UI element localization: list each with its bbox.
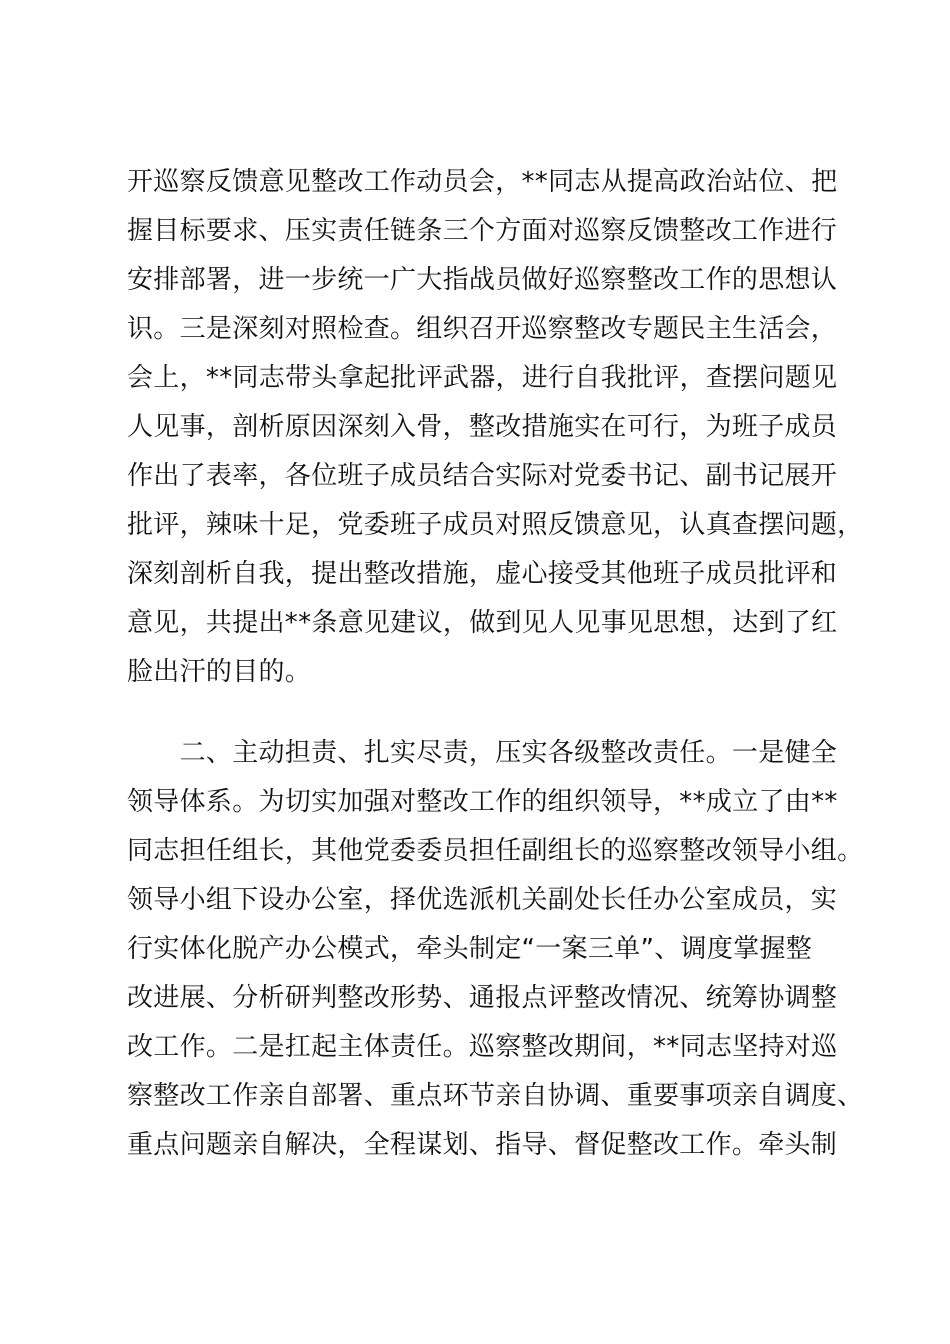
text-line: 识。三是深刻对照检查。组织召开巡察整改专题民主生活会， [127, 314, 838, 344]
paragraph-continuation [127, 158, 864, 697]
text-line: 握目标要求、压实责任链条三个方面对巡察反馈整改工作进行 [127, 216, 838, 246]
text-line: 领导体系。为切实加强对整改工作的组织领导，**成立了由** [127, 787, 838, 817]
text-line: 领导小组下设办公室，择优选派机关副处长任办公室成员，实 [127, 885, 838, 915]
text-line: 二、主动担责、扎实尽责，压实各级整改责任。一是健全 [127, 738, 838, 768]
text-line: 会上，**同志带头拿起批评武器，进行自我批评，查摆问题见 [127, 363, 838, 393]
paragraph-section-two [127, 729, 864, 1170]
text-line: 改进展、分析研判整改形势、通报点评整改情况、统筹协调整 [127, 983, 838, 1013]
text-line: 行实体化脱产办公模式，牵头制定“一案三单”、调度掌握整 [127, 934, 813, 964]
text-line: 改工作。二是扛起主体责任。巡察整改期间，**同志坚持对巡 [127, 1032, 838, 1062]
text-line: 重点问题亲自解决，全程谋划、指导、督促整改工作。牵头制 [127, 1130, 838, 1160]
text-line: 人见事，剖析原因深刻入骨，整改措施实在可行，为班子成员 [127, 412, 838, 442]
text-line: 察整改工作亲自部署、重点环节亲自协调、重要事项亲自调度、 [127, 1081, 864, 1111]
text-line: 批评，辣味十足，党委班子成员对照反馈意见，认真查摆问题， [127, 510, 864, 540]
text-line: 作出了表率，各位班子成员结合实际对党委书记、副书记展开 [127, 461, 838, 491]
text-line: 同志担任组长，其他党委委员担任副组长的巡察整改领导小组。 [127, 836, 864, 866]
text-line: 意见，共提出**条意见建议，做到见人见事见思想，达到了红 [127, 608, 838, 638]
text-line: 脸出汗的目的。 [127, 657, 312, 687]
text-line: 深刻剖析自我，提出整改措施，虚心接受其他班子成员批评和 [127, 559, 838, 589]
text-line: 开巡察反馈意见整改工作动员会，**同志从提高政治站位、把 [127, 167, 838, 197]
text-line: 安排部署，进一步统一广大指战员做好巡察整改工作的思想认 [127, 265, 838, 295]
